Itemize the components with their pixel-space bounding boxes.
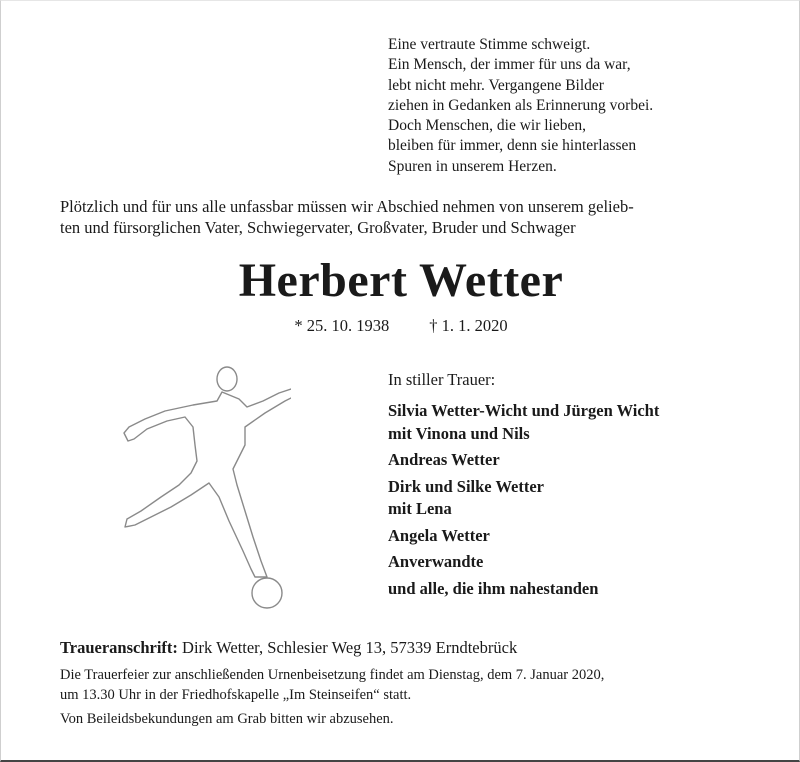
poem-line: ziehen in Gedanken als Erinnerung vorbei. xyxy=(388,96,654,114)
intro-line: Plötzlich und für uns alle unfassbar müssen wir Abschied nehmen von unserem gelieb- xyxy=(60,197,634,216)
mourner-line: Silvia Wetter-Wicht und Jürgen Wicht xyxy=(388,401,660,420)
life-dates xyxy=(1,315,800,337)
mourners-list xyxy=(388,369,778,604)
mourner-group xyxy=(388,400,778,445)
mourning-address xyxy=(60,637,517,659)
mourner-line: Dirk und Silke Wetter xyxy=(388,476,545,496)
mourner-group xyxy=(388,476,778,521)
mourner-line: Andreas Wetter xyxy=(388,450,500,469)
soccer-player-silhouette-icon xyxy=(121,361,291,616)
birth-date: * 25. 10. 1938 xyxy=(294,316,390,335)
mourner-line: mit Vinona und Nils xyxy=(388,423,530,443)
intro-text xyxy=(60,196,750,238)
ceremony-info xyxy=(60,665,750,729)
mourner-line: Angela Wetter xyxy=(388,525,490,545)
condolences-note: Von Beileidsbekundungen am Grab bitten wir abzusehen. xyxy=(60,711,394,727)
deceased-name: Herbert Wetter xyxy=(238,254,564,307)
intro-line: ten und fürsorglichen Vater, Schwiegervater, Großvater, Bruder und Schwager xyxy=(60,218,576,237)
poem-line: lebt nicht mehr. Vergangene Bilder xyxy=(388,76,604,94)
address-value: Dirk Wetter, Schlesier Weg 13, 57339 Erndtebrück xyxy=(182,638,518,657)
poem-line: Eine vertraute Stimme schweigt. xyxy=(388,36,591,53)
address-label: Traueranschrift: xyxy=(60,638,178,657)
mourner-line: und alle, die ihm nahestanden xyxy=(388,578,599,598)
mourner-group xyxy=(388,578,778,601)
mourner-group xyxy=(388,449,778,472)
poem-line: Spuren in unserem Herzen. xyxy=(388,157,557,175)
mourner-line: Anverwandte xyxy=(388,552,484,571)
poem xyxy=(388,35,768,177)
mourner-group xyxy=(388,551,778,574)
ceremony-line: um 13.30 Uhr in der Friedhofskapelle „Im Steinseifen“ statt. xyxy=(60,687,412,703)
poem-line: Doch Menschen, die wir lieben, xyxy=(388,117,586,135)
poem-line: bleiben für immer, denn sie hinterlassen xyxy=(388,137,637,155)
poem-line: Ein Mensch, der immer für uns da war, xyxy=(388,56,631,74)
mourner-group xyxy=(388,525,778,548)
ceremony-line: Die Trauerfeier zur anschließenden Urnenbeisetzung findet am Dienstag, dem 7. Januar 2020, xyxy=(60,667,605,683)
death-date: † 1. 1. 2020 xyxy=(429,316,508,335)
mourner-line: mit Lena xyxy=(388,499,452,518)
mourners-lead: In stiller Trauer: xyxy=(388,370,496,389)
